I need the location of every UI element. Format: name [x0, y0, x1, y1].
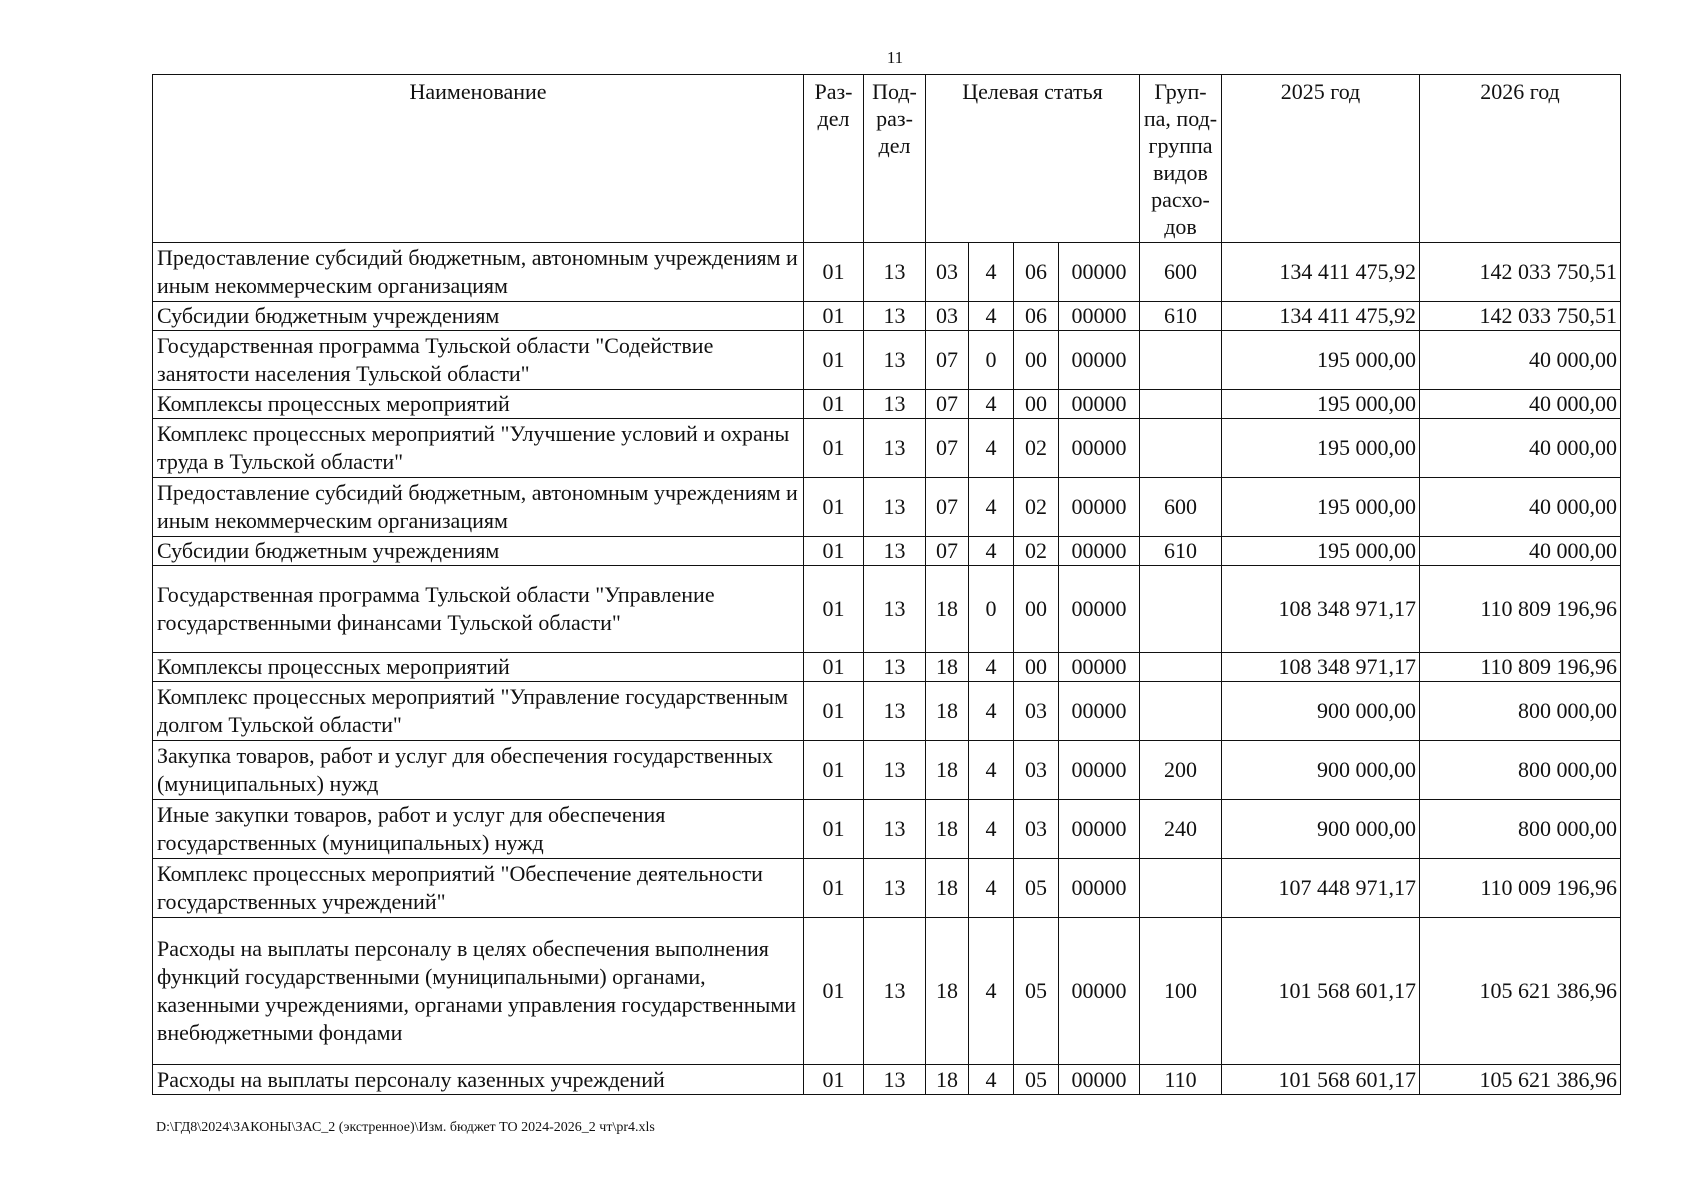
row-target-direction: 00000 [1059, 682, 1140, 741]
row-target-type: 4 [969, 390, 1014, 419]
row-podrazdel: 13 [864, 331, 926, 390]
row-amount-2026: 800 000,00 [1420, 682, 1621, 741]
row-target-program: 18 [926, 682, 969, 741]
row-amount-2025: 108 348 971,17 [1222, 566, 1420, 653]
row-target-program: 18 [926, 741, 969, 800]
row-razdel: 01 [804, 918, 864, 1065]
row-podrazdel: 13 [864, 566, 926, 653]
row-amount-2025: 195 000,00 [1222, 419, 1420, 478]
row-amount-2025: 195 000,00 [1222, 478, 1420, 537]
row-razdel: 01 [804, 537, 864, 566]
table-row [153, 331, 1621, 390]
row-name: Предоставление субсидий бюджетным, автономным учреждениям и иным некоммерческим организациям [153, 243, 804, 302]
row-target-program: 18 [926, 918, 969, 1065]
header-podrazdel [864, 75, 926, 243]
row-expense-group: 610 [1140, 302, 1222, 331]
row-amount-2025: 101 568 601,17 [1222, 918, 1420, 1065]
row-target-type: 4 [969, 478, 1014, 537]
row-target-type: 4 [969, 859, 1014, 918]
row-expense-group [1140, 566, 1222, 653]
row-target-subprogram: 06 [1014, 302, 1059, 331]
row-target-direction: 00000 [1059, 918, 1140, 1065]
table-row [153, 859, 1621, 918]
row-target-program: 18 [926, 653, 969, 682]
row-amount-2026: 105 621 386,96 [1420, 1065, 1621, 1095]
row-razdel: 01 [804, 566, 864, 653]
row-podrazdel: 13 [864, 918, 926, 1065]
header-row [153, 75, 1621, 243]
row-target-direction: 00000 [1059, 566, 1140, 653]
row-name: Иные закупки товаров, работ и услуг для обеспечения государственных (муниципальных) нужд [153, 800, 804, 859]
row-razdel: 01 [804, 1065, 864, 1095]
budget-table [152, 74, 1621, 1095]
row-amount-2026: 110 009 196,96 [1420, 859, 1621, 918]
row-name: Комплекс процессных мероприятий "Обеспечение деятельности государственных учреждений" [153, 859, 804, 918]
row-razdel: 01 [804, 682, 864, 741]
row-amount-2026: 40 000,00 [1420, 419, 1621, 478]
row-razdel: 01 [804, 419, 864, 478]
row-target-subprogram: 02 [1014, 537, 1059, 566]
row-expense-group: 110 [1140, 1065, 1222, 1095]
table-row [153, 478, 1621, 537]
row-expense-group [1140, 331, 1222, 390]
header-year-2025: 2025 год [1222, 75, 1420, 243]
header-razdel [804, 75, 864, 243]
row-target-program: 18 [926, 859, 969, 918]
row-razdel: 01 [804, 302, 864, 331]
row-podrazdel: 13 [864, 800, 926, 859]
header-podrazdel-text: Под- раз- дел [872, 79, 917, 158]
row-razdel: 01 [804, 741, 864, 800]
row-target-direction: 00000 [1059, 1065, 1140, 1095]
row-target-program: 07 [926, 331, 969, 390]
row-target-direction: 00000 [1059, 537, 1140, 566]
row-name: Комплексы процессных мероприятий [153, 390, 804, 419]
row-target-program: 18 [926, 1065, 969, 1095]
row-amount-2025: 900 000,00 [1222, 741, 1420, 800]
row-amount-2025: 107 448 971,17 [1222, 859, 1420, 918]
row-expense-group: 200 [1140, 741, 1222, 800]
row-target-program: 07 [926, 478, 969, 537]
row-target-subprogram: 05 [1014, 859, 1059, 918]
table-row [153, 653, 1621, 682]
table-row [153, 682, 1621, 741]
row-target-subprogram: 06 [1014, 243, 1059, 302]
table-row [153, 243, 1621, 302]
row-podrazdel: 13 [864, 1065, 926, 1095]
table-row [153, 918, 1621, 1065]
footer-file-path: D:\ГД8\2024\ЗАКОНЫ\ЗАС_2 (экстренное)\Изм. бюджет ТО 2024-2026_2 чт\pr4.xls [156, 1120, 655, 1135]
row-podrazdel: 13 [864, 390, 926, 419]
row-target-direction: 00000 [1059, 800, 1140, 859]
row-target-type: 4 [969, 419, 1014, 478]
row-target-direction: 00000 [1059, 331, 1140, 390]
row-podrazdel: 13 [864, 537, 926, 566]
header-year-2026: 2026 год [1420, 75, 1621, 243]
row-name: Расходы на выплаты персоналу казенных учреждений [153, 1065, 804, 1095]
row-name: Государственная программа Тульской области "Управление государственными финансами Тульской области" [153, 566, 804, 653]
row-target-program: 18 [926, 800, 969, 859]
row-expense-group: 600 [1140, 243, 1222, 302]
row-target-direction: 00000 [1059, 741, 1140, 800]
row-expense-group: 240 [1140, 800, 1222, 859]
row-amount-2026: 110 809 196,96 [1420, 653, 1621, 682]
row-target-subprogram: 00 [1014, 331, 1059, 390]
row-target-subprogram: 05 [1014, 1065, 1059, 1095]
table-row [153, 800, 1621, 859]
row-amount-2026: 40 000,00 [1420, 390, 1621, 419]
row-name: Комплекс процессных мероприятий "Улучшение условий и охраны труда в Тульской области" [153, 419, 804, 478]
table-row [153, 566, 1621, 653]
row-podrazdel: 13 [864, 859, 926, 918]
row-amount-2026: 800 000,00 [1420, 741, 1621, 800]
row-target-subprogram: 03 [1014, 741, 1059, 800]
table-row [153, 1065, 1621, 1095]
row-expense-group: 100 [1140, 918, 1222, 1065]
row-target-subprogram: 05 [1014, 918, 1059, 1065]
row-amount-2025: 900 000,00 [1222, 682, 1420, 741]
header-razdel-text: Раз- дел [814, 79, 853, 131]
row-podrazdel: 13 [864, 302, 926, 331]
row-razdel: 01 [804, 390, 864, 419]
header-name: Наименование [153, 75, 804, 243]
table-row [153, 537, 1621, 566]
table-row [153, 302, 1621, 331]
row-target-program: 03 [926, 302, 969, 331]
row-target-subprogram: 00 [1014, 566, 1059, 653]
row-target-subprogram: 03 [1014, 800, 1059, 859]
row-target-type: 0 [969, 566, 1014, 653]
row-expense-group [1140, 682, 1222, 741]
row-target-type: 4 [969, 653, 1014, 682]
row-expense-group [1140, 859, 1222, 918]
row-amount-2026: 142 033 750,51 [1420, 243, 1621, 302]
row-target-type: 4 [969, 741, 1014, 800]
row-target-direction: 00000 [1059, 243, 1140, 302]
row-target-program: 18 [926, 566, 969, 653]
row-razdel: 01 [804, 478, 864, 537]
row-target-type: 0 [969, 331, 1014, 390]
row-name: Предоставление субсидий бюджетным, автономным учреждениям и иным некоммерческим организациям [153, 478, 804, 537]
row-name: Комплексы процессных мероприятий [153, 653, 804, 682]
table-row [153, 741, 1621, 800]
row-amount-2026: 105 621 386,96 [1420, 918, 1621, 1065]
row-expense-group: 600 [1140, 478, 1222, 537]
row-expense-group [1140, 419, 1222, 478]
row-target-program: 07 [926, 537, 969, 566]
row-target-subprogram: 02 [1014, 478, 1059, 537]
table-row [153, 390, 1621, 419]
row-target-type: 4 [969, 918, 1014, 1065]
row-expense-group: 610 [1140, 537, 1222, 566]
row-target-direction: 00000 [1059, 859, 1140, 918]
row-amount-2026: 40 000,00 [1420, 331, 1621, 390]
row-razdel: 01 [804, 859, 864, 918]
row-name: Государственная программа Тульской области "Содействие занятости населения Тульской области" [153, 331, 804, 390]
row-amount-2025: 134 411 475,92 [1222, 243, 1420, 302]
row-target-subprogram: 00 [1014, 390, 1059, 419]
row-target-subprogram: 02 [1014, 419, 1059, 478]
row-amount-2026: 40 000,00 [1420, 537, 1621, 566]
row-amount-2026: 40 000,00 [1420, 478, 1621, 537]
row-target-subprogram: 00 [1014, 653, 1059, 682]
row-name: Субсидии бюджетным учреждениям [153, 537, 804, 566]
row-target-type: 4 [969, 243, 1014, 302]
row-name: Закупка товаров, работ и услуг для обеспечения государственных (муниципальных) нужд [153, 741, 804, 800]
row-target-direction: 00000 [1059, 302, 1140, 331]
row-target-program: 03 [926, 243, 969, 302]
row-target-type: 4 [969, 302, 1014, 331]
row-podrazdel: 13 [864, 653, 926, 682]
table-row [153, 419, 1621, 478]
row-amount-2025: 195 000,00 [1222, 390, 1420, 419]
row-target-type: 4 [969, 682, 1014, 741]
row-amount-2025: 108 348 971,17 [1222, 653, 1420, 682]
row-target-program: 07 [926, 390, 969, 419]
row-amount-2026: 800 000,00 [1420, 800, 1621, 859]
row-target-type: 4 [969, 537, 1014, 566]
row-podrazdel: 13 [864, 478, 926, 537]
row-expense-group [1140, 653, 1222, 682]
row-target-direction: 00000 [1059, 478, 1140, 537]
row-podrazdel: 13 [864, 682, 926, 741]
row-razdel: 01 [804, 331, 864, 390]
row-target-subprogram: 03 [1014, 682, 1059, 741]
row-razdel: 01 [804, 653, 864, 682]
header-group-text: Груп- па, под- группа видов расхо- дов [1143, 79, 1218, 239]
header-target: Целевая статья [926, 75, 1140, 243]
row-target-type: 4 [969, 800, 1014, 859]
header-group [1140, 75, 1222, 243]
row-expense-group [1140, 390, 1222, 419]
row-amount-2025: 195 000,00 [1222, 331, 1420, 390]
row-name: Комплекс процессных мероприятий "Управление государственным долгом Тульской области" [153, 682, 804, 741]
row-target-direction: 00000 [1059, 419, 1140, 478]
row-razdel: 01 [804, 800, 864, 859]
row-razdel: 01 [804, 243, 864, 302]
row-target-type: 4 [969, 1065, 1014, 1095]
row-podrazdel: 13 [864, 419, 926, 478]
row-name: Расходы на выплаты персоналу в целях обеспечения выполнения функций государственными (муниципальными) органами, казенными учреждениями, органами управления государственными внебюджетными фондами [153, 918, 804, 1065]
row-amount-2025: 900 000,00 [1222, 800, 1420, 859]
row-podrazdel: 13 [864, 741, 926, 800]
page-number: 11 [886, 48, 904, 67]
row-amount-2026: 110 809 196,96 [1420, 566, 1621, 653]
row-amount-2026: 142 033 750,51 [1420, 302, 1621, 331]
row-amount-2025: 101 568 601,17 [1222, 1065, 1420, 1095]
row-target-direction: 00000 [1059, 653, 1140, 682]
row-amount-2025: 195 000,00 [1222, 537, 1420, 566]
row-name: Субсидии бюджетным учреждениям [153, 302, 804, 331]
row-podrazdel: 13 [864, 243, 926, 302]
row-amount-2025: 134 411 475,92 [1222, 302, 1420, 331]
row-target-program: 07 [926, 419, 969, 478]
row-target-direction: 00000 [1059, 390, 1140, 419]
